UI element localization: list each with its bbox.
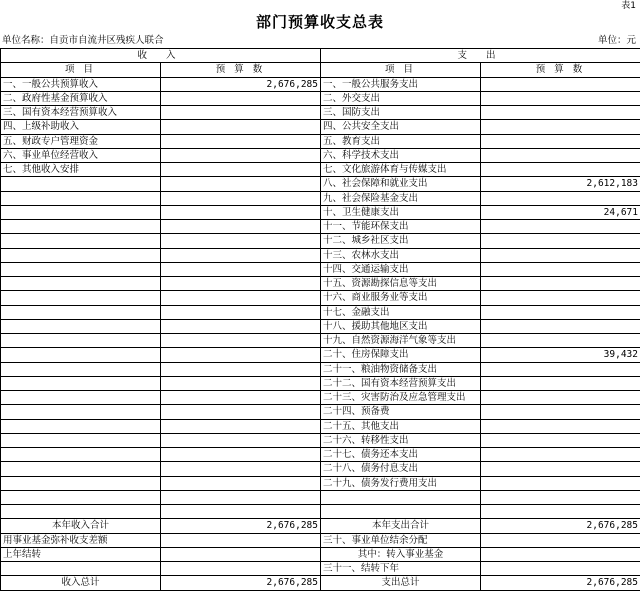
income-item-cell [1,462,161,476]
income-amount-cell [161,262,321,276]
table-row [1,106,640,120]
income-amount-cell [161,319,321,333]
expense-amount-cell [481,134,640,148]
expense-amount-cell [481,419,640,433]
expense-amount-cell [481,106,640,120]
income-amount-cell [161,419,321,433]
table-row [1,476,640,490]
table-row [1,191,640,205]
income-item-cell [1,277,161,291]
income-amount-cell [161,305,321,319]
summary-expense-amount: 2,676,285 [481,519,640,533]
summary-income-amount: 2,676,285 [161,576,321,590]
expense-item-cell: 二十七、债务还本支出 [321,448,481,462]
table-row [1,234,640,248]
table-row [1,291,640,305]
expense-item-cell: 十、卫生健康支出 [321,205,481,219]
table-row [1,120,640,134]
expense-item-cell: 九、社会保险基金支出 [321,191,481,205]
income-amount-cell [161,291,321,305]
expense-amount-cell [481,505,640,519]
table-row [1,77,640,91]
table-row [1,490,640,504]
expense-item-cell: 二、外交支出 [321,91,481,105]
income-item-cell: 五、财政专户管理资金 [1,134,161,148]
currency-unit-label: 单位：元 [598,35,636,47]
expense-item-cell: 二十二、国有资本经营预算支出 [321,376,481,390]
income-amount-cell [161,234,321,248]
expense-item-cell: 十七、金融支出 [321,305,481,319]
table-row [1,220,640,234]
summary-expense-label: 本年支出合计 [321,519,481,533]
expense-item-cell: 七、文化旅游体育与传媒支出 [321,163,481,177]
expense-amount-cell [481,77,640,91]
expense-item-cell: 十八、援助其他地区支出 [321,319,481,333]
summary-row [1,533,640,547]
table-row [1,419,640,433]
summary-expense-label: 三十、事业单位结余分配 [321,533,481,547]
income-amount-cell [161,391,321,405]
expense-item-cell: 三、国防支出 [321,106,481,120]
page-title: 部门预算收支总表 [0,13,640,31]
income-item-cell [1,490,161,504]
table-row [1,319,640,333]
income-amount-cell [161,476,321,490]
table-row [1,262,640,276]
expense-amount-cell [481,148,640,162]
income-amount-cell [161,248,321,262]
expense-item-cell: 二十八、债务付息支出 [321,462,481,476]
summary-income-amount [161,547,321,561]
expense-amount-cell [481,277,640,291]
expense-amount-cell: 24,671 [481,205,640,219]
income-item-cell: 三、国有资本经营预算收入 [1,106,161,120]
income-amount-cell [161,220,321,234]
expense-item-cell: 十六、商业服务业等支出 [321,291,481,305]
summary-expense-label: 三十一、结转下年 [321,562,481,576]
expense-item-cell [321,490,481,504]
budget-summary-table [0,48,640,591]
expense-amount-cell [481,191,640,205]
table-row [1,505,640,519]
income-amount-cell [161,106,321,120]
summary-expense-amount [481,562,640,576]
summary-income-amount: 2,676,285 [161,519,321,533]
summary-expense-label: 支出总计 [321,576,481,590]
income-item-cell [1,205,161,219]
expense-amount-cell [481,291,640,305]
table-row [1,177,640,191]
income-item-cell: 七、其他收入安排 [1,163,161,177]
expense-amount-cell [481,319,640,333]
expense-amount-cell [481,91,640,105]
income-item-cell [1,334,161,348]
income-item-cell [1,319,161,333]
expense-item-cell: 二十六、转移性支出 [321,433,481,447]
income-amount-cell [161,433,321,447]
income-item-cell [1,419,161,433]
income-item-cell [1,348,161,362]
expense-item-cell: 二十九、债务发行费用支出 [321,476,481,490]
summary-income-label: 本年收入合计 [1,519,161,533]
expense-item-cell: 十九、自然资源海洋气象等支出 [321,334,481,348]
table-row [1,334,640,348]
income-item-cell [1,476,161,490]
income-item-cell: 六、事业单位经营收入 [1,148,161,162]
expense-item-header: 项 目 [321,63,481,77]
table-row [1,148,640,162]
summary-row [1,576,640,590]
table-row [1,134,640,148]
expense-amount-cell [481,305,640,319]
expense-amount-cell [481,220,640,234]
summary-row [1,519,640,533]
section-header-row [1,49,640,63]
income-item-cell [1,248,161,262]
summary-expense-label: 其中：转入事业基金 [321,547,481,561]
expense-amount-cell [481,248,640,262]
summary-row [1,547,640,561]
summary-expense-amount [481,533,640,547]
table-row [1,348,640,362]
expense-item-cell: 五、教育支出 [321,134,481,148]
income-amount-cell [161,277,321,291]
income-amount-cell [161,205,321,219]
income-budget-header: 预 算 数 [161,63,321,77]
expense-item-cell: 十五、资源勘探信息等支出 [321,277,481,291]
table-row [1,163,640,177]
table-row [1,462,640,476]
expense-amount-cell [481,490,640,504]
expense-amount-cell [481,163,640,177]
income-amount-cell [161,120,321,134]
expense-budget-header: 预 算 数 [481,63,640,77]
income-amount-cell [161,376,321,390]
summary-income-label: 上年结转 [1,547,161,561]
table-row [1,277,640,291]
expense-item-cell: 八、社会保障和就业支出 [321,177,481,191]
summary-income-amount [161,533,321,547]
income-item-cell [1,262,161,276]
table-row [1,448,640,462]
expense-item-cell: 四、公共安全支出 [321,120,481,134]
expense-amount-cell: 39,432 [481,348,640,362]
expense-item-cell [321,505,481,519]
income-amount-cell [161,462,321,476]
income-item-cell [1,505,161,519]
income-amount-cell [161,177,321,191]
expense-amount-cell [481,448,640,462]
income-item-cell [1,391,161,405]
expense-item-cell: 二十、住房保障支出 [321,348,481,362]
expense-amount-cell [481,120,640,134]
expense-section-header: 支 出 [321,49,640,63]
table-row [1,433,640,447]
expense-amount-cell [481,476,640,490]
expense-item-cell: 十三、农林水支出 [321,248,481,262]
summary-row [1,562,640,576]
income-amount-cell [161,405,321,419]
expense-amount-cell [481,262,640,276]
income-item-cell [1,362,161,376]
income-amount-cell [161,348,321,362]
summary-expense-amount [481,547,640,561]
summary-income-amount [161,562,321,576]
income-item-cell [1,305,161,319]
income-amount-cell [161,448,321,462]
income-item-cell [1,220,161,234]
income-item-cell [1,448,161,462]
income-item-cell [1,177,161,191]
expense-item-cell: 十一、节能环保支出 [321,220,481,234]
income-item-header: 项 目 [1,63,161,77]
income-amount-cell [161,91,321,105]
income-item-cell [1,191,161,205]
expense-amount-cell [481,462,640,476]
table-row [1,91,640,105]
income-amount-cell [161,334,321,348]
summary-expense-amount: 2,676,285 [481,576,640,590]
expense-item-cell: 二十四、预备费 [321,405,481,419]
income-item-cell [1,234,161,248]
expense-amount-cell [481,433,640,447]
expense-item-cell: 二十五、其他支出 [321,419,481,433]
table-row [1,405,640,419]
income-item-cell: 二、政府性基金预算收入 [1,91,161,105]
income-amount-cell [161,362,321,376]
income-item-cell [1,433,161,447]
expense-amount-cell [481,376,640,390]
income-amount-cell [161,148,321,162]
table-number: 表1 [621,1,636,12]
income-item-cell [1,405,161,419]
income-amount-cell [161,134,321,148]
income-amount-cell [161,163,321,177]
expense-amount-cell [481,391,640,405]
income-item-cell: 四、上级补助收入 [1,120,161,134]
income-item-cell: 一、一般公共预算收入 [1,77,161,91]
expense-item-cell: 十二、城乡社区支出 [321,234,481,248]
table-row [1,205,640,219]
table-row [1,362,640,376]
income-item-cell [1,376,161,390]
column-header-row [1,63,640,77]
expense-amount-cell [481,234,640,248]
expense-amount-cell [481,334,640,348]
income-item-cell [1,291,161,305]
table-row [1,376,640,390]
expense-item-cell: 十四、交通运输支出 [321,262,481,276]
income-amount-cell: 2,676,285 [161,77,321,91]
unit-name-label: 单位名称：自贡市自流井区残疾人联合 [2,35,164,47]
summary-income-label: 用事业基金弥补收支差额 [1,533,161,547]
table-row [1,391,640,405]
table-row [1,248,640,262]
expense-amount-cell [481,405,640,419]
expense-item-cell: 二十三、灾害防治及应急管理支出 [321,391,481,405]
expense-item-cell: 六、科学技术支出 [321,148,481,162]
expense-amount-cell: 2,612,183 [481,177,640,191]
expense-item-cell: 二十一、粮油物资储备支出 [321,362,481,376]
expense-amount-cell [481,362,640,376]
table-row [1,305,640,319]
summary-income-label [1,562,161,576]
expense-item-cell: 一、一般公共服务支出 [321,77,481,91]
income-amount-cell [161,505,321,519]
summary-income-label: 收入总计 [1,576,161,590]
income-amount-cell [161,490,321,504]
income-section-header: 收 入 [1,49,321,63]
income-amount-cell [161,191,321,205]
